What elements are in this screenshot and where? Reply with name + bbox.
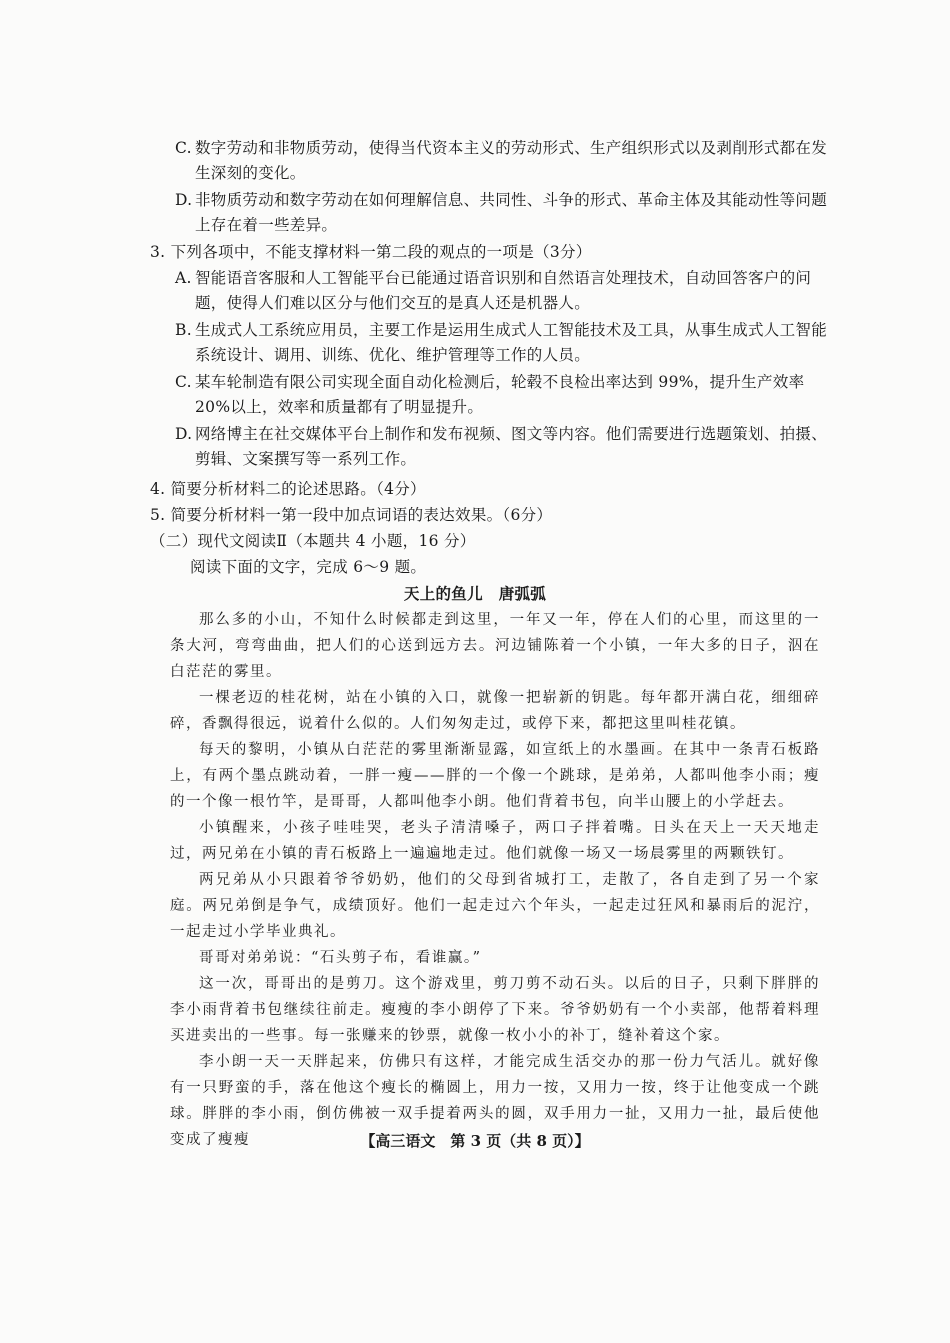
story-paragraph: 每天的黎明，小镇从白茫茫的雾里渐渐显露，如宣纸上的水墨画。在其中一条青石板路上，有两个墨点跳动着，一胖一瘦——胖的一个像一个跳球，是弟弟，人都叫他李小雨；瘦的一个像一根竹竿，是哥哥，人都叫他李小朗。他们背着书包，向半山腰上的小学赶去。 [170, 742, 820, 810]
q3-option-d [175, 422, 830, 472]
q3-option-c-label: C. [175, 373, 192, 391]
section2-heading: （二）现代文阅读Ⅱ（本题共 4 小题，16 分） [150, 532, 476, 550]
q3-option-b [175, 318, 830, 368]
q3-option-a-text: 智能语音客服和人工智能平台已能通过语音识别和自然语言处理技术，自动回答客户的问题，使得人们难以区分与他们交互的是真人还是机器人。 [195, 269, 812, 312]
q3-option-b-label: B. [175, 321, 192, 339]
story-paragraph: 那么多的小山，不知什么时候都走到这里，一年又一年，停在人们的心里，而这里的一条大河，弯弯曲曲，把人们的心送到远方去。河边铺陈着一个小镇，一年大多的日子，泅在白茫茫的雾里。 [170, 612, 820, 680]
q2-option-d-label: D. [175, 191, 193, 209]
q2-option-c-text: 数字劳动和非物质劳动，使得当代资本主义的劳动形式、生产组织形式以及剥削形式都在发生深刻的变化。 [195, 139, 828, 182]
page-footer: 【高三语文 第 3 页（共 8 页）】 [360, 1132, 590, 1150]
story-paragraph: 小镇醒来，小孩子哇哇哭，老头子清清嗓子，两口子拌着嘴。日头在天上一天天地走过，两兄弟在小镇的青石板路上一遍遍地走过。他们就像一场又一场晨雾里的两颗铁钉。 [170, 820, 820, 862]
q3-option-d-label: D. [175, 425, 193, 443]
q3-option-b-text: 生成式人工系统应用员，主要工作是运用生成式人工智能技术及工具，从事生成式人工智能系统设计、调用、训练、优化、维护管理等工作的人员。 [195, 321, 828, 364]
q3-stem: 3. 下列各项中，不能支撑材料一第二段的观点的一项是（3分） [150, 243, 592, 261]
story-paragraph: 哥哥对弟弟说：“石头剪子布，看谁赢。” [199, 950, 482, 966]
q2-option-c [175, 136, 830, 186]
q3-option-d-text: 网络博主在社交媒体平台上制作和发布视频、图文等内容。他们需要进行选题策划、拍摄、剪辑、文案撰写等一系列工作。 [195, 425, 828, 468]
story-paragraph: 两兄弟从小只跟着爷爷奶奶，他们的父母到省城打工，走散了，各自走到了另一个家庭。两兄弟倒是争气，成绩顶好。他们一起走过六个年头，一起走过狂风和暴雨后的泥泞，一起走过小学毕业典礼。 [170, 872, 820, 940]
q3-option-a-label: A. [175, 269, 192, 287]
section2-instruction: 阅读下面的文字，完成 6～9 题。 [190, 558, 427, 576]
story-title: 天上的鱼儿 唐弧弧 [403, 584, 547, 603]
q2-option-c-label: C. [175, 139, 192, 157]
q2-option-d [175, 188, 830, 238]
q4-text: 4. 简要分析材料二的论述思路。（4分） [150, 480, 426, 498]
q2-option-d-text: 非物质劳动和数字劳动在如何理解信息、共同性、斗争的形式、革命主体及其能动性等问题上存在着一些差异。 [195, 191, 828, 234]
q5-text: 5. 简要分析材料一第一段中加点词语的表达效果。（6分） [150, 506, 553, 524]
q3-option-c-text: 某车轮制造有限公司实现全面自动化检测后，轮毂不良检出率达到 99%，提升生产效率 20%以上，效率和质量都有了明显提升。 [195, 373, 805, 416]
story-paragraph: 李小朗一天一天胖起来，仿佛只有这样，才能完成生活交办的那一份力气活儿。就好像有一只野蛮的手，落在他这个瘦长的椭圆上，用力一按，又用力一按，终于让他变成一个跳球。胖胖的李小雨，倒仿佛被一双手提着两头的圆，双手用力一扯，又用力一扯，最后使他变成了瘦瘦 [170, 1054, 820, 1148]
q3-option-c [175, 370, 830, 420]
story-paragraph: 一棵老迈的桂花树，站在小镇的入口，就像一把崭新的钥匙。每年都开满白花，细细碎碎，香飘得很远，说着什么似的。人们匆匆走过，或停下来，都把这里叫桂花镇。 [170, 690, 820, 732]
q3-option-a [175, 266, 830, 316]
story-paragraph: 这一次，哥哥出的是剪刀。这个游戏里，剪刀剪不动石头。以后的日子，只剩下胖胖的李小雨背着书包继续往前走。瘦瘦的李小朗停了下来。爷爷奶奶有一个小卖部，他帮着料理买进卖出的一些事。每一张赚来的钞票，就像一枚小小的补丁，缝补着这个家。 [170, 976, 820, 1044]
